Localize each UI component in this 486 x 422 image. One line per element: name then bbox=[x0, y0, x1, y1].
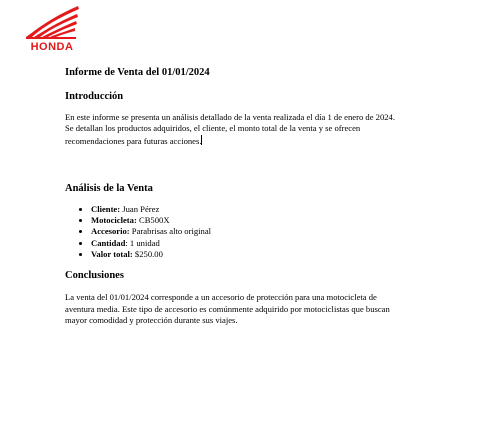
item-value: CB500X bbox=[136, 215, 170, 226]
conclusions-paragraph: La venta del 01/01/2024 corresponde a un accesorio de protección para una motocicleta de aventura media. Este tipo de accesorio es comúnmente adquirido por motociclistas que buscan mayor comodidad y protección durante sus viajes. bbox=[65, 292, 390, 325]
intro-heading: Introducción bbox=[65, 91, 124, 102]
document-body bbox=[65, 66, 405, 326]
document-title: Informe de Venta del 01/01/2024 bbox=[65, 67, 210, 78]
item-value: Parabrisas alto original bbox=[129, 226, 212, 237]
text-cursor bbox=[201, 135, 202, 145]
logo-wordmark: HONDA bbox=[30, 41, 74, 53]
list-item-cliente bbox=[91, 204, 405, 215]
item-label: Valor total: bbox=[91, 249, 133, 260]
item-value: : 1 unidad bbox=[125, 237, 160, 248]
honda-logo bbox=[22, 4, 82, 54]
item-label: Cantidad bbox=[91, 237, 126, 248]
list-item-motocicleta bbox=[91, 215, 405, 226]
item-label: Motocicleta: bbox=[91, 215, 137, 226]
analysis-list bbox=[65, 204, 405, 260]
conclusions-heading: Conclusiones bbox=[65, 270, 124, 282]
item-value: $250.00 bbox=[132, 249, 163, 260]
analysis-heading: Análisis de la Venta bbox=[65, 182, 153, 194]
list-item-cantidad bbox=[91, 238, 405, 249]
item-label: Cliente: bbox=[91, 203, 121, 214]
list-item-valor-total bbox=[91, 249, 405, 260]
item-label: Accesorio: bbox=[91, 226, 130, 237]
honda-wing-icon bbox=[22, 4, 82, 42]
list-item-accesorio bbox=[91, 226, 405, 237]
item-value: Juan Pérez bbox=[120, 203, 160, 214]
intro-text: En este informe se presenta un análisis detallado de la venta realizada el día 1 de enero de 2024. Se detallan los productos adquiridos, el cliente, el monto total de la venta y se ofrecen recomendaciones para futuras acciones. bbox=[65, 112, 396, 146]
intro-paragraph bbox=[65, 112, 405, 147]
